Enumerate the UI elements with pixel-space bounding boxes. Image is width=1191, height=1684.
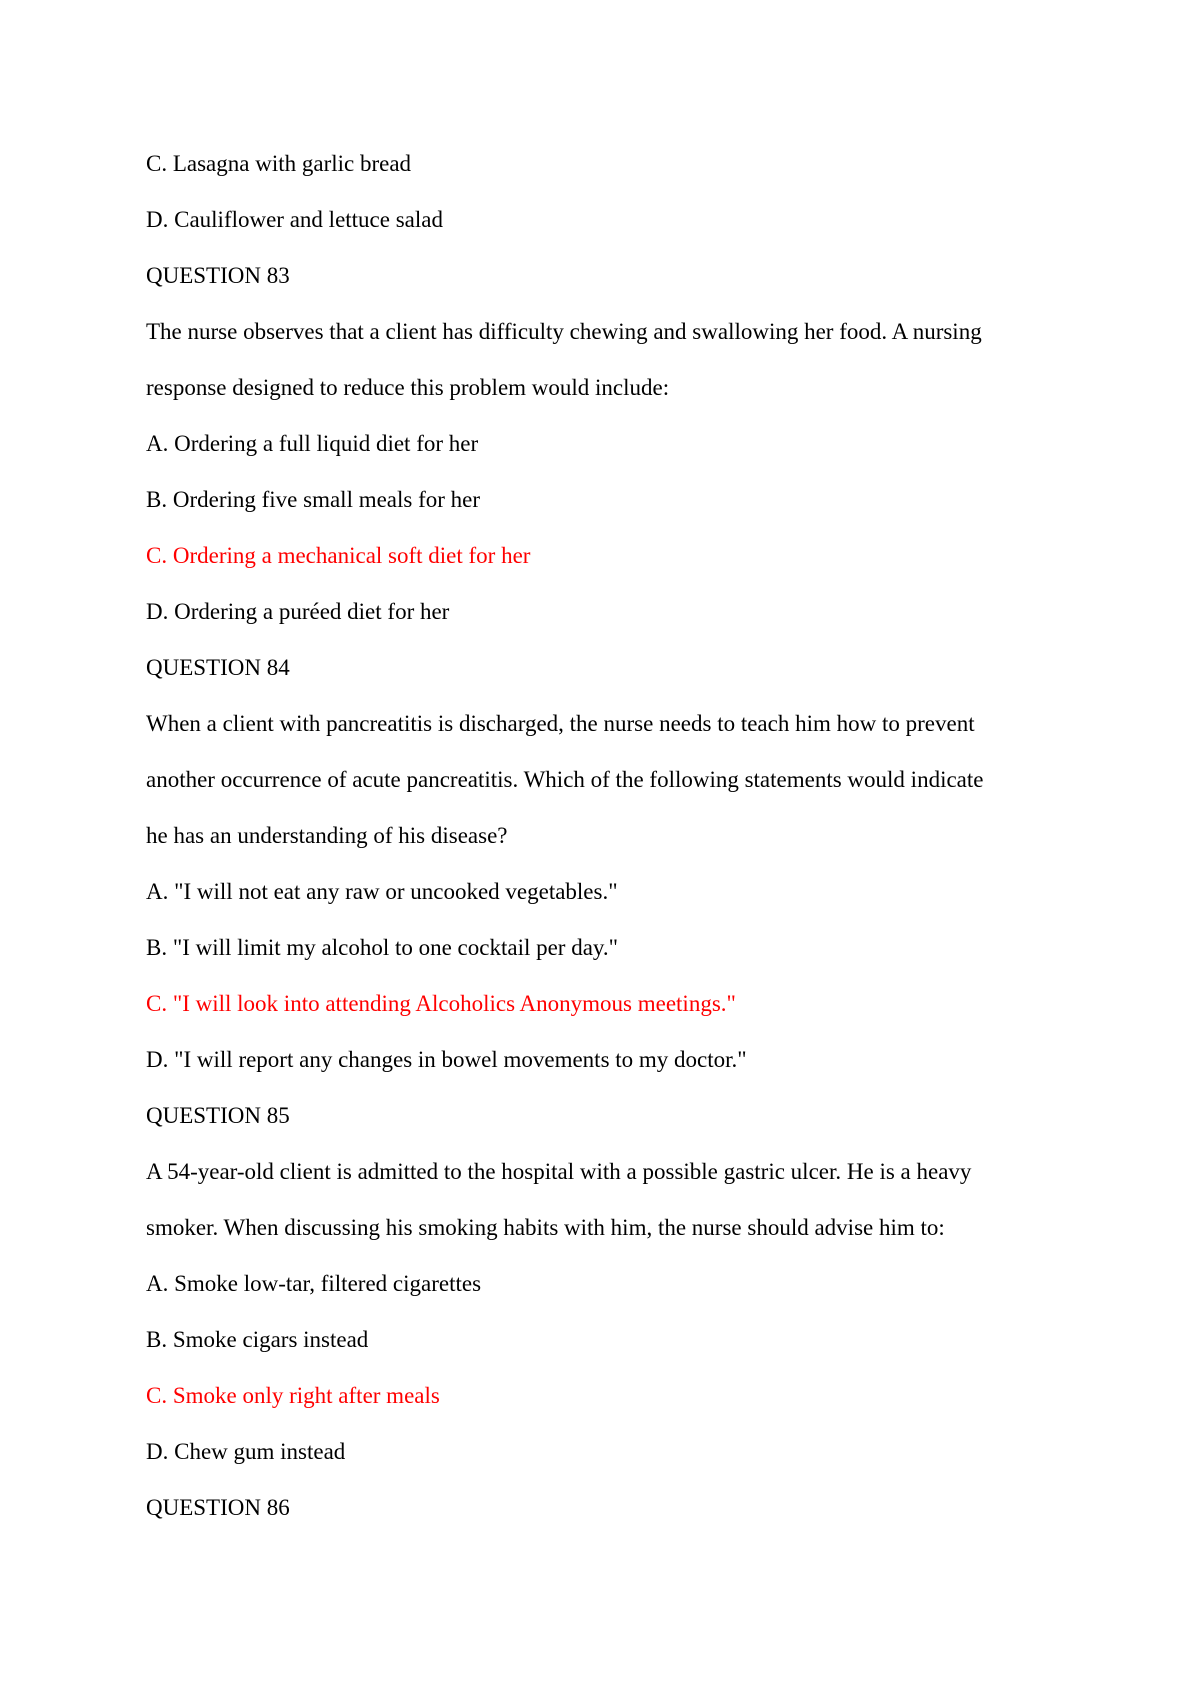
question-83-option-a: A. Ordering a full liquid diet for her bbox=[146, 431, 479, 456]
question-83-option-c-correct: C. Ordering a mechanical soft diet for her bbox=[146, 543, 531, 568]
question-84-heading: QUESTION 84 bbox=[146, 655, 290, 680]
question-84-option-b: B. "I will limit my alcohol to one cocktail per day." bbox=[146, 935, 619, 960]
question-85-option-a: A. Smoke low-tar, filtered cigarettes bbox=[146, 1271, 482, 1296]
question-85-option-d: D. Chew gum instead bbox=[146, 1439, 346, 1464]
prev-question-option-c: C. Lasagna with garlic bread bbox=[146, 151, 412, 176]
question-83-heading: QUESTION 83 bbox=[146, 263, 290, 288]
question-84-stem-line-3: he has an understanding of his disease? bbox=[146, 823, 508, 848]
prev-question-option-d: D. Cauliflower and lettuce salad bbox=[146, 207, 443, 232]
document-page bbox=[146, 136, 1046, 1536]
question-84-option-c-correct: C. "I will look into attending Alcoholics Anonymous meetings." bbox=[146, 991, 736, 1016]
question-85-stem-line-2: smoker. When discussing his smoking habits with him, the nurse should advise him to: bbox=[146, 1215, 945, 1240]
question-83-option-b: B. Ordering five small meals for her bbox=[146, 487, 481, 512]
question-85-option-c-correct: C. Smoke only right after meals bbox=[146, 1383, 440, 1408]
question-84-option-a: A. "I will not eat any raw or uncooked vegetables." bbox=[146, 879, 618, 904]
question-85-stem-line-1: A 54-year-old client is admitted to the hospital with a possible gastric ulcer. He is a heavy bbox=[146, 1159, 972, 1184]
question-85-heading: QUESTION 85 bbox=[146, 1103, 290, 1128]
question-86-heading: QUESTION 86 bbox=[146, 1495, 290, 1520]
question-84-option-d: D. "I will report any changes in bowel movements to my doctor." bbox=[146, 1047, 747, 1072]
question-84-stem-line-2: another occurrence of acute pancreatitis. Which of the following statements would indicate bbox=[146, 767, 984, 792]
question-83-option-d: D. Ordering a puréed diet for her bbox=[146, 599, 450, 624]
question-85-option-b: B. Smoke cigars instead bbox=[146, 1327, 369, 1352]
question-84-stem-line-1: When a client with pancreatitis is discharged, the nurse needs to teach him how to prevent bbox=[146, 711, 975, 736]
question-83-stem-line-2: response designed to reduce this problem would include: bbox=[146, 375, 670, 400]
question-83-stem-line-1: The nurse observes that a client has difficulty chewing and swallowing her food. A nursing bbox=[146, 319, 982, 344]
